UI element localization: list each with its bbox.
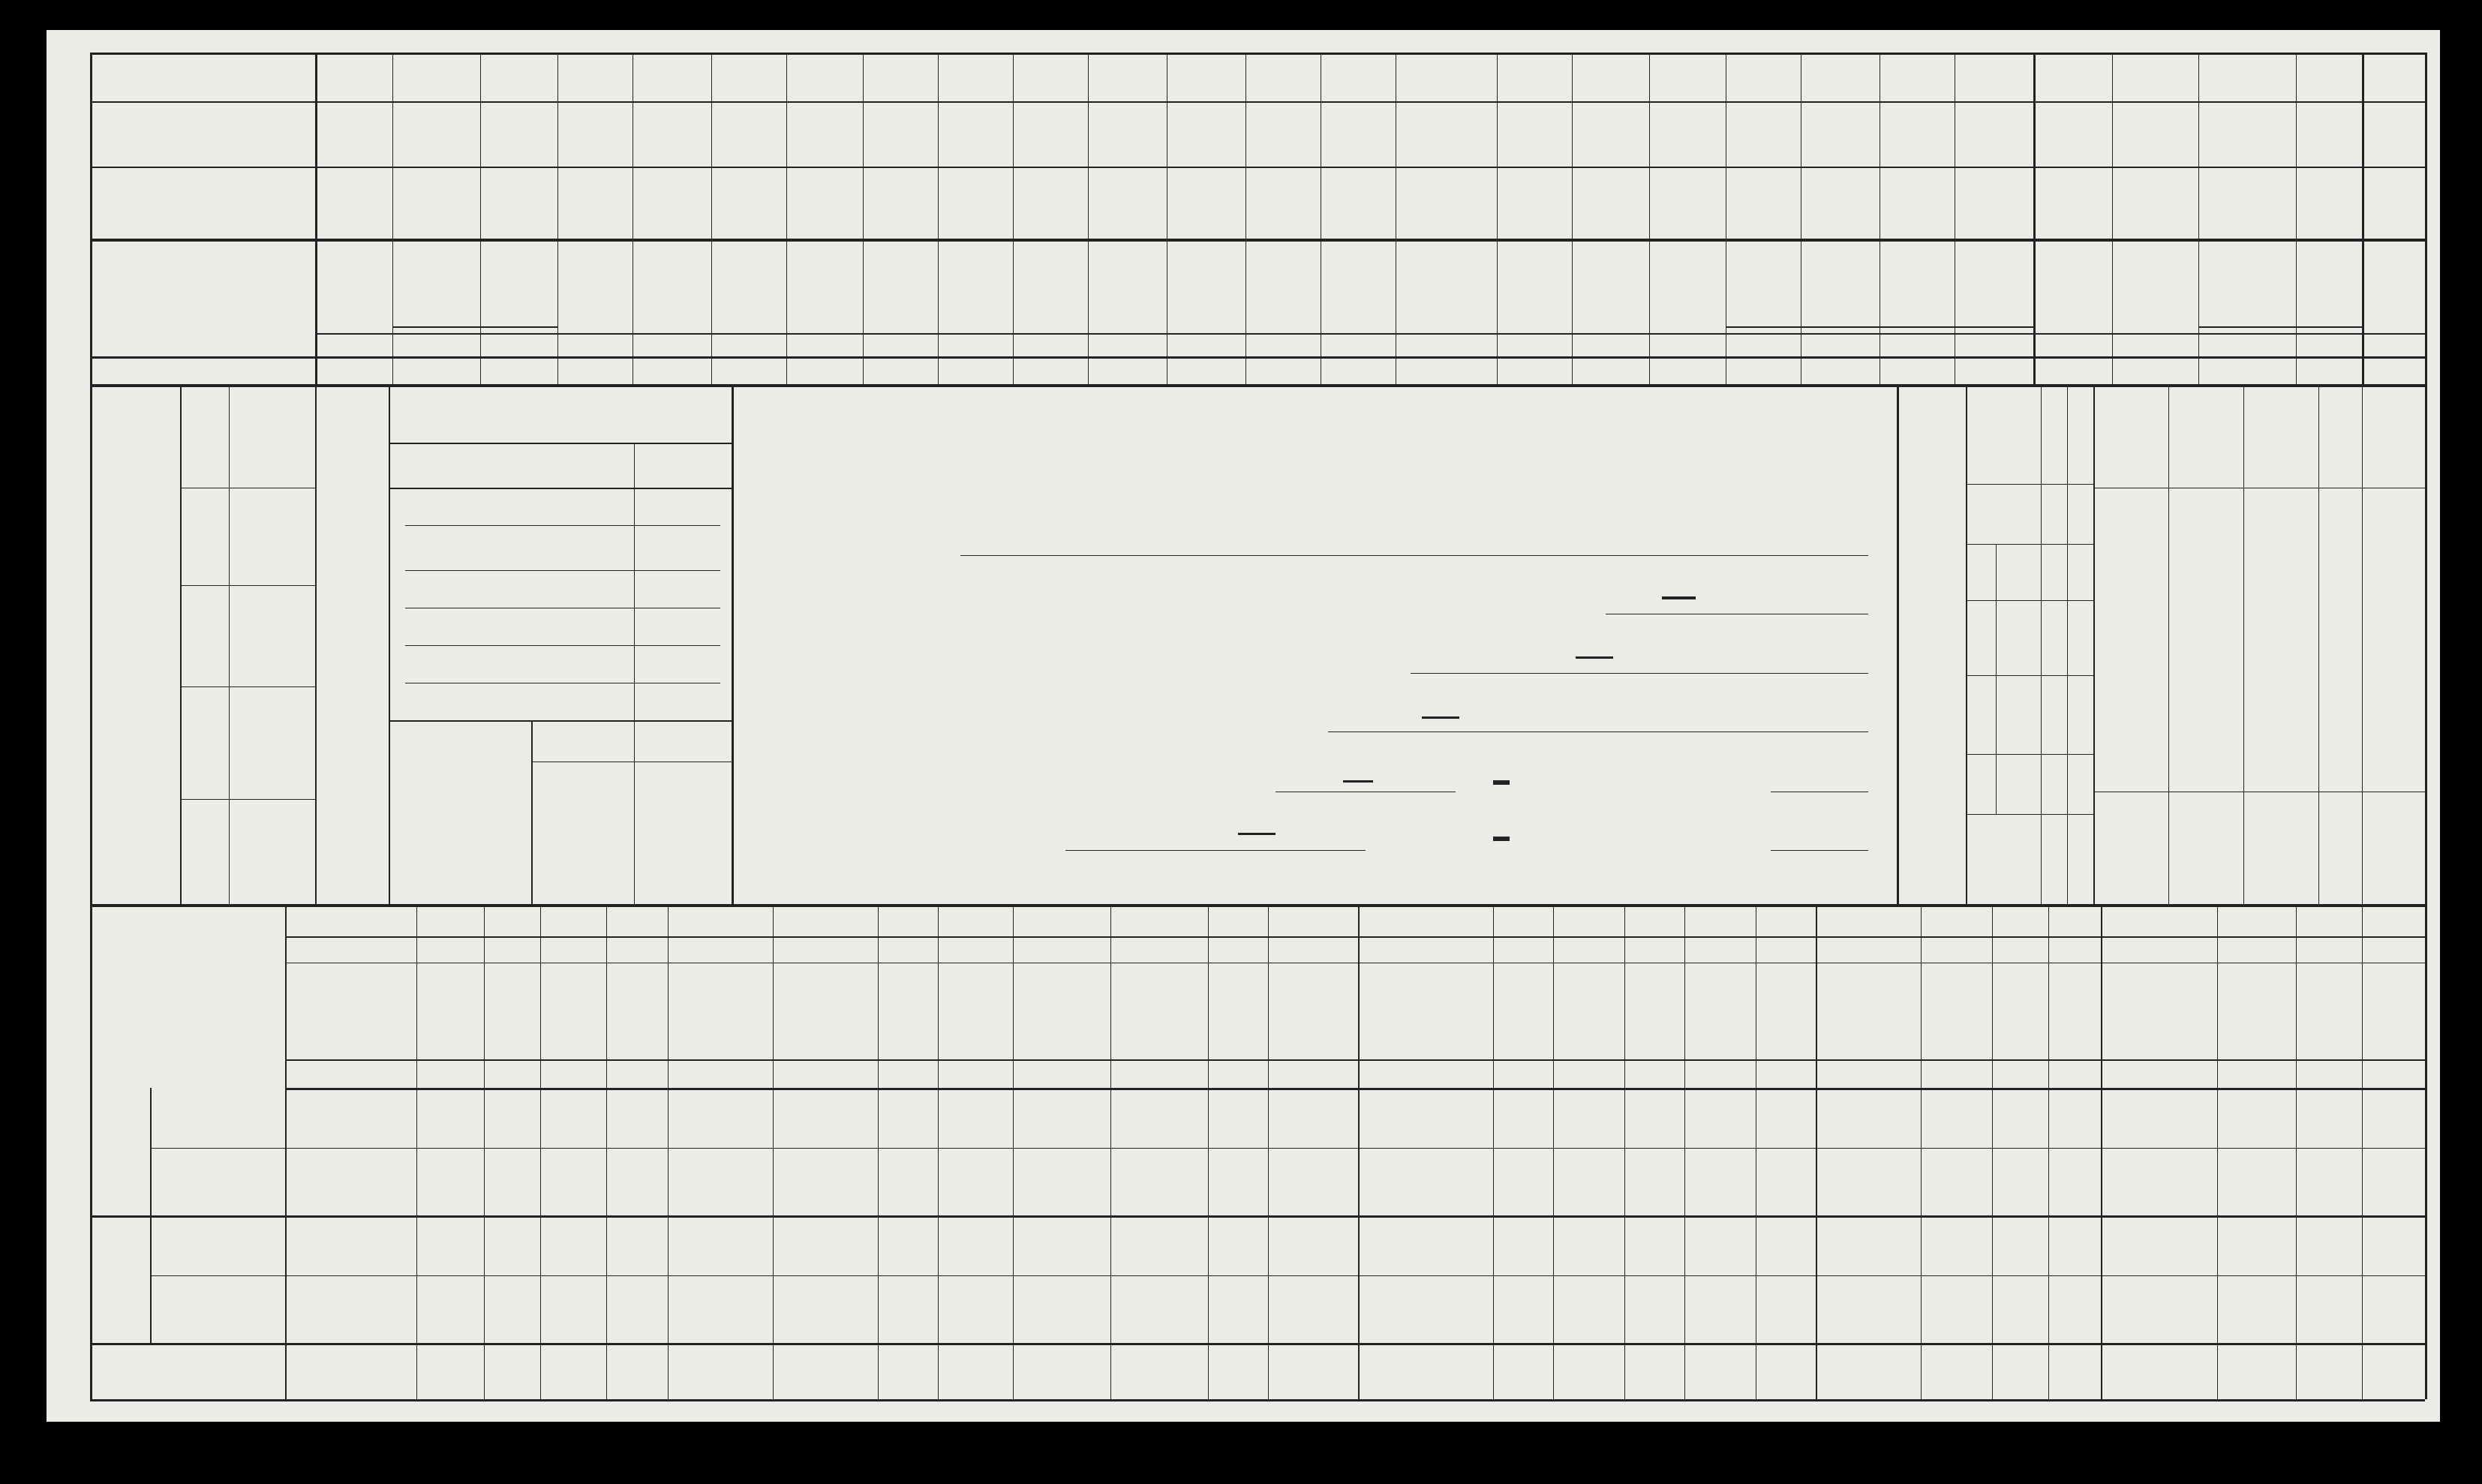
top-col-number-91 [1396,356,1497,384]
top-col-label-79 [480,244,557,323]
hw-dash [1576,656,1613,659]
bottom-col-number-111 [878,1059,938,1088]
top-col-number-95 [1726,356,1801,384]
group-pod-perelog [2198,326,2362,353]
dotted-rule [405,645,720,646]
top-col-number-98 [1955,356,2033,384]
bottom-col-label-128 [2217,966,2296,1058]
sdacha-title [1358,904,2425,936]
arenda-title [285,904,1358,936]
top-col-number-93 [1572,356,1649,384]
top-col-label-97 [1880,242,1955,323]
h-rule [1328,731,1868,732]
bottom-col-number-116 [1268,1059,1358,1088]
pop-col-label-138 [1996,544,2067,600]
pop-men [1966,675,1996,814]
bottom-col-label-129 [2296,966,2362,1058]
dotted-rule [405,570,720,571]
bottom-col-number-126 [2048,1059,2101,1088]
top-col-number-90 [1321,356,1396,384]
h-rule [285,1088,2425,1090]
pop-col-label-136 [1996,675,2067,754]
bottom-col-label-118 [1493,966,1553,1058]
dotted-rule [405,525,720,526]
bottom-col-number-128 [2217,1059,2296,1088]
top-col-label-103 [2362,242,2425,353]
top-col-number-99 [2033,356,2112,384]
top-col-number-88 [1167,356,1246,384]
h-rule [150,1148,2425,1149]
top-col-number-86 [1013,356,1088,384]
bottom-col-label-106 [484,966,540,1058]
bottom-col-label-113 [1013,966,1110,1058]
bottom-col-label-108 [606,966,668,1058]
top-col-number-101 [2198,356,2296,384]
hired-col-number-131 [180,488,229,585]
hired-workers-caption [315,384,389,904]
top-col-label-100 [2112,242,2198,353]
bottom-col-number-112 [938,1059,1013,1088]
top-col-number-83 [786,356,863,384]
top-col-number-80 [557,356,633,384]
bottom-col-number-121 [1684,1059,1756,1088]
bottom-col-number-113 [1013,1059,1110,1088]
bottom-col-number-106 [484,1059,540,1088]
bottom-col-label-104 [285,966,416,1058]
h-rule [1966,484,2093,485]
bottom-col-number-110 [773,1059,878,1088]
bottom-col-number-122 [1756,1059,1816,1088]
bottom-col-label-123 [1816,966,1921,1058]
right-col-top-2 [2243,390,2318,486]
row-itogo-arendovano [90,1343,285,1399]
group-nadelnyh [90,1088,150,1215]
h-rule [90,1215,2425,1218]
pop-col-label-139 [1966,484,2067,544]
bottom-col-number-115 [1208,1059,1268,1088]
right-col-bottom-1 [2168,795,2243,900]
bottom-col-number-119 [1553,1059,1624,1088]
trade-title [389,384,732,443]
bottom-col-label-117 [1358,966,1493,1058]
arenda-pokos [668,936,1013,963]
desyatin-header [531,720,634,762]
hired-col-label-133 [229,686,315,799]
row-label-na-zemlyah [90,239,315,384]
bottom-col-number-127 [2101,1059,2217,1088]
bottom-col-number-114 [1110,1059,1208,1088]
right-col-bottom-4 [2362,795,2425,900]
h-rule [960,555,1868,556]
row-chuzhih-obshchestvah [150,1148,285,1215]
top-col-label-95 [1726,242,1801,323]
bottom-col-number-117 [1358,1059,1493,1088]
hired-col-number-133 [180,686,229,799]
hired-col-number-134 [180,799,229,904]
top-col-number-97 [1880,356,1955,384]
population-caption [1897,384,1966,904]
bottom-col-label-105 [416,966,484,1058]
top-col-number-87 [1088,356,1167,384]
bottom-col-number-125 [1992,1059,2048,1088]
bottom-col-label-115 [1208,966,1268,1058]
hw-dash [1493,780,1510,785]
pop-col-number-138 [2067,544,2093,600]
bottom-col-number-120 [1624,1059,1684,1088]
bottom-col-label-116 [1268,966,1358,1058]
bottom-col-number-123 [1816,1059,1921,1088]
top-col-label-98 [1955,242,2033,323]
h-rule [90,101,2425,103]
top-col-label-101 [2198,242,2296,323]
sdacha-pokos [1756,936,2101,963]
h-rule [90,53,2425,55]
hired-col-label-131 [229,488,315,585]
v-rule [1996,544,1997,814]
top-col-number-79 [480,356,557,384]
hired-col-label-132 [229,585,315,686]
top-col-number-92 [1497,356,1572,384]
bottom-col-number-104 [285,1059,416,1088]
h-rule [1771,850,1868,851]
v-rule [2425,904,2426,1399]
top-col-number-102 [2296,356,2362,384]
h-rule [90,167,2425,168]
row-label-arendovannyh [90,101,315,167]
hw-dash [1422,716,1459,719]
pop-col-number-139 [2067,484,2093,544]
bottom-col-label-127 [2101,966,2217,1058]
top-col-number-77 [315,356,392,384]
census-card [47,30,2440,1422]
row-label-svoih [90,167,315,239]
bottom-col-label-120 [1624,966,1684,1058]
top-col-number-82 [711,356,786,384]
sdacha-pashni [1358,936,1756,963]
top-col-label-96 [1801,242,1880,323]
right-col-bottom-0 [2093,795,2168,900]
bottom-col-label-112 [938,966,1013,1058]
bottom-col-number-109 [668,1059,773,1088]
top-col-label-78 [392,244,480,323]
hired-col-label-130 [229,384,315,488]
right-col-top-1 [2168,390,2243,486]
v-rule [732,384,734,904]
right-col-top-0 [2093,390,2168,486]
trade-qty-header [634,443,732,488]
top-col-number-81 [633,356,711,384]
bottom-col-number-124 [1921,1059,1992,1088]
hw-dash [1493,837,1510,841]
h-rule [90,1343,2425,1345]
right-col-top-3 [2318,390,2362,486]
row-chastnyh-lits [150,1215,285,1275]
bottom-col-label-125 [1992,966,2048,1058]
bottom-col-number-105 [416,1059,484,1088]
bottom-col-label-107 [540,966,606,1058]
row-uchrezhdeniy [150,1275,285,1343]
top-col-number-103 [2362,356,2425,384]
hw-dash [1343,780,1373,783]
top-col-number-94 [1649,356,1726,384]
bottom-col-label-121 [1684,966,1756,1058]
top-col-number-78 [392,356,480,384]
h-rule [1966,814,2093,815]
bottom-col-label-109 [668,966,773,1058]
top-col-number-96 [1801,356,1880,384]
bottom-col-number-118 [1493,1059,1553,1088]
group-vne-nadelnyh [90,1215,150,1343]
top-col-number-84 [863,356,938,384]
top-col-number-85 [938,356,1013,384]
hired-col-number-130 [180,384,229,488]
top-col-label-102 [2296,242,2362,323]
h-rule [1065,850,1366,851]
row-svoem-obshchestve [150,1088,285,1148]
right-col-bottom-2 [2243,795,2318,900]
bottom-col-number-107 [540,1059,606,1088]
bottom-col-number-129 [2296,1059,2362,1088]
bottom-col-label-110 [773,966,878,1058]
bottom-col-label-126 [2048,966,2101,1058]
row-label-vsego [90,53,315,101]
bottom-col-label-111 [878,966,938,1058]
hw-dash [1238,833,1276,835]
banner-pod-posevami [315,333,2033,356]
top-col-label-99 [2033,242,2112,353]
bottom-col-label-122 [1756,966,1816,1058]
right-col-top-4 [2362,390,2425,486]
v-rule [2362,904,2363,1399]
top-col-number-89 [1246,356,1321,384]
right-col-bottom-3 [2318,795,2362,900]
h-rule [389,488,732,489]
v-rule [2425,53,2426,384]
pop-col-number-136 [2067,675,2093,754]
hired-col-number-132 [180,585,229,686]
arenda-pashni [285,936,668,963]
roots-header [634,720,732,762]
pop-col-number-135 [2067,754,2093,814]
bottom-col-label-114 [1110,966,1208,1058]
h-rule [1411,673,1868,674]
bottom-col-label-119 [1553,966,1624,1058]
pop-col-label-135 [1996,754,2067,814]
hw-dash [1662,596,1696,599]
bottom-col-number-108 [606,1059,668,1088]
h-rule [150,1275,2425,1276]
h-rule [90,1399,2425,1401]
pop-col-label-137 [1996,600,2067,675]
top-col-number-100 [2112,356,2198,384]
pop-col-number-137 [2067,600,2093,675]
bottom-col-label-124 [1921,966,1992,1058]
trade-name-header [389,443,634,488]
pop-women [1966,544,1996,675]
